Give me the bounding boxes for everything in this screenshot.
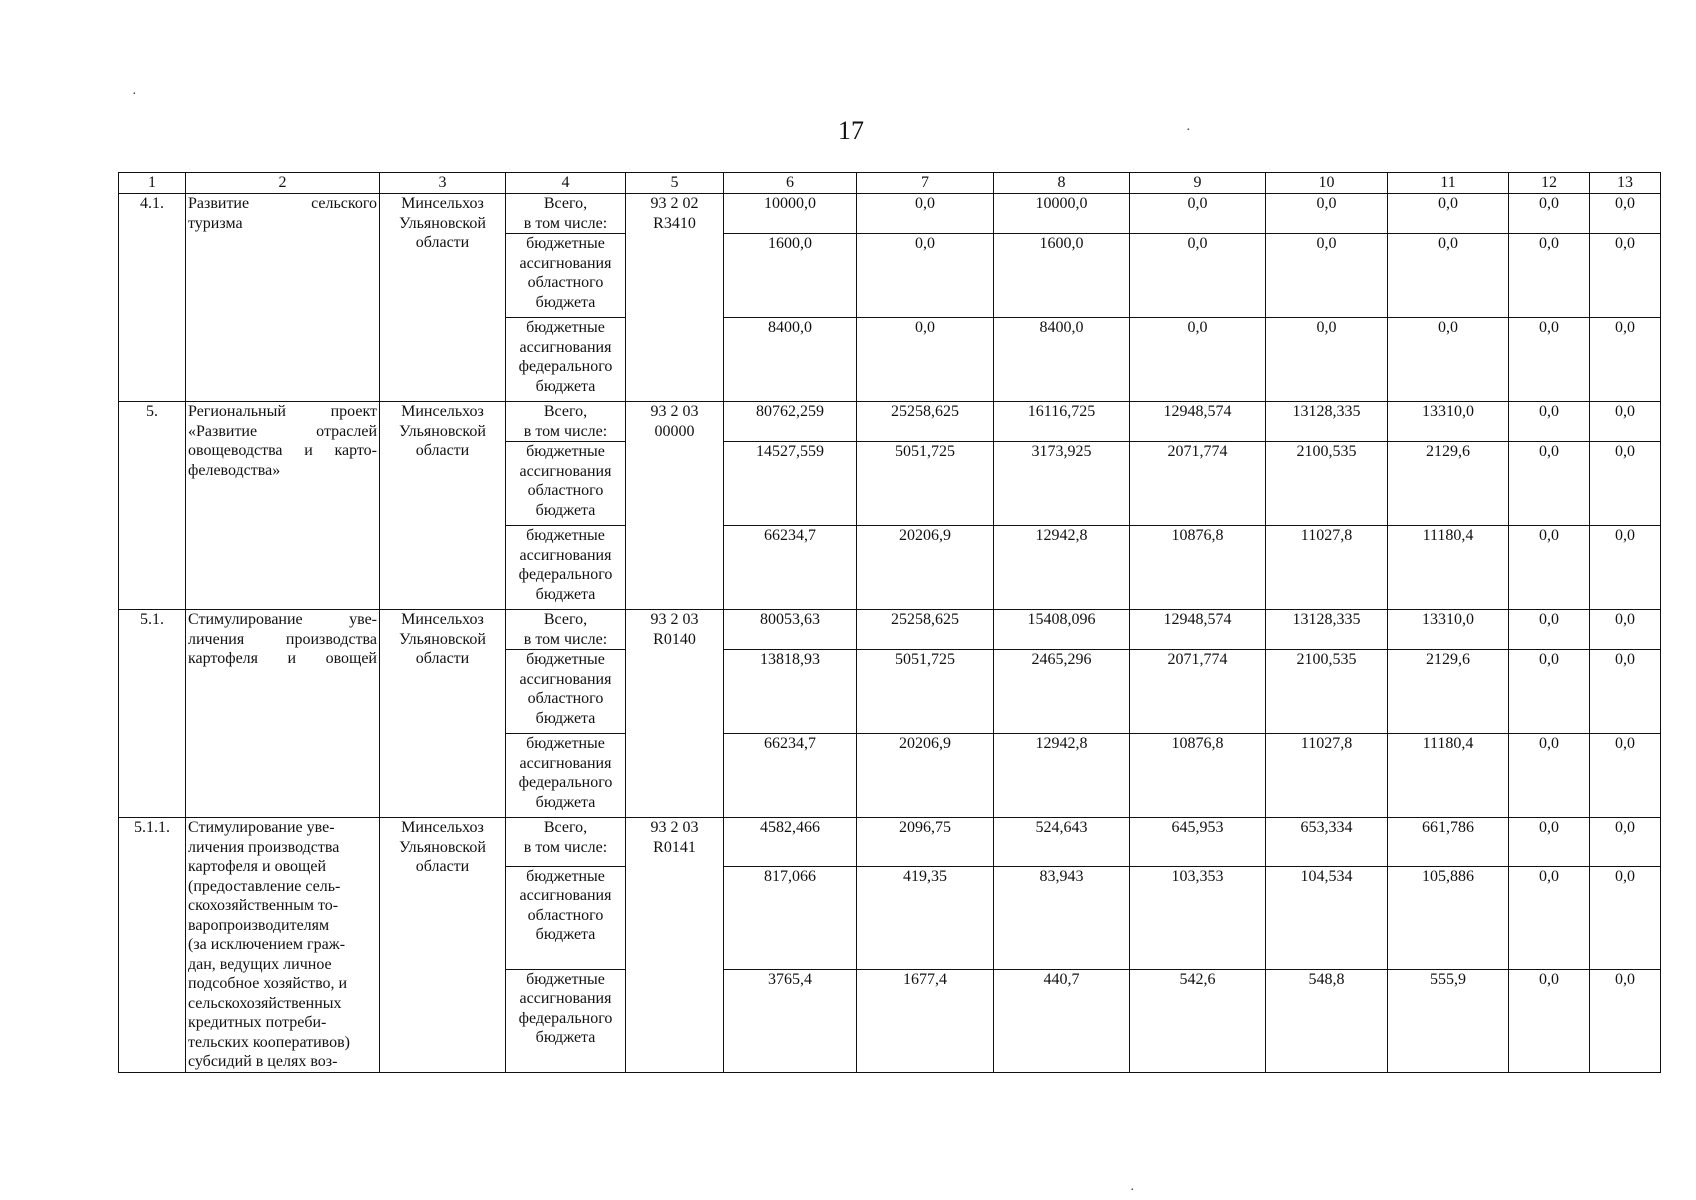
funding-source-label: Всего, в том числе:: [506, 818, 626, 867]
amount-cell: 0,0: [1590, 402, 1661, 442]
amount-cell: 66234,7: [724, 734, 857, 818]
amount-cell: 13128,335: [1266, 610, 1388, 650]
amount-cell: 20206,9: [857, 734, 994, 818]
amount-cell: 542,6: [1130, 969, 1266, 1072]
amount-cell: 0,0: [1590, 194, 1661, 234]
funding-source-label: Всего, в том числе:: [506, 402, 626, 442]
amount-cell: 13310,0: [1388, 610, 1509, 650]
amount-cell: 8400,0: [994, 318, 1130, 402]
amount-cell: 12942,8: [994, 526, 1130, 610]
amount-cell: 11027,8: [1266, 734, 1388, 818]
amount-cell: 13128,335: [1266, 402, 1388, 442]
amount-cell: 2071,774: [1130, 650, 1266, 734]
funding-source-label: Всего, в том числе:: [506, 610, 626, 650]
amount-cell: 0,0: [1509, 650, 1590, 734]
table-row: [119, 610, 1661, 650]
amount-cell: 25258,625: [857, 402, 994, 442]
amount-cell: 11180,4: [1388, 526, 1509, 610]
amount-cell: 2465,296: [994, 650, 1130, 734]
amount-cell: 15408,096: [994, 610, 1130, 650]
amount-cell: 1600,0: [724, 234, 857, 318]
amount-cell: 4582,466: [724, 818, 857, 867]
amount-cell: 12948,574: [1130, 610, 1266, 650]
amount-cell: 16116,725: [994, 402, 1130, 442]
amount-cell: 0,0: [1266, 318, 1388, 402]
amount-cell: 0,0: [1266, 234, 1388, 318]
page-number: 17: [838, 116, 864, 145]
amount-cell: 10000,0: [724, 194, 857, 234]
item-number: 5.: [119, 402, 186, 610]
amount-cell: 817,066: [724, 866, 857, 969]
amount-cell: 0,0: [1509, 442, 1590, 526]
amount-cell: 0,0: [857, 234, 994, 318]
amount-cell: 3173,925: [994, 442, 1130, 526]
amount-cell: 80762,259: [724, 402, 857, 442]
column-number: 12: [1509, 173, 1590, 194]
amount-cell: 11027,8: [1266, 526, 1388, 610]
amount-cell: 5051,725: [857, 650, 994, 734]
amount-cell: 0,0: [1590, 866, 1661, 969]
budget-code: 93 2 03 R0141: [626, 818, 724, 1073]
amount-cell: 645,953: [1130, 818, 1266, 867]
scan-speck: ·: [1186, 123, 1191, 138]
funding-source-label: бюджетные ассигнования федерального бюджета: [506, 526, 626, 610]
amount-cell: 0,0: [1509, 866, 1590, 969]
table-row: [119, 818, 1661, 867]
amount-cell: 0,0: [1130, 194, 1266, 234]
amount-cell: 11180,4: [1388, 734, 1509, 818]
amount-cell: 524,643: [994, 818, 1130, 867]
column-number: 3: [380, 173, 506, 194]
amount-cell: 0,0: [1590, 442, 1661, 526]
item-name: Региональный проект «Развитие отраслей овощеводства и карто- фелеводства»: [186, 402, 380, 610]
scan-speck: ·: [1130, 1183, 1135, 1198]
amount-cell: 2071,774: [1130, 442, 1266, 526]
amount-cell: 0,0: [1388, 234, 1509, 318]
amount-cell: 0,0: [1590, 318, 1661, 402]
funding-source-label: бюджетные ассигнования федерального бюджета: [506, 318, 626, 402]
funding-source-label: бюджетные ассигнования областного бюджета: [506, 866, 626, 969]
column-number: 6: [724, 173, 857, 194]
amount-cell: 10000,0: [994, 194, 1130, 234]
responsible-agency: Минсельхоз Ульяновской области: [380, 818, 506, 1073]
column-number: 1: [119, 173, 186, 194]
amount-cell: 2096,75: [857, 818, 994, 867]
amount-cell: 0,0: [1590, 526, 1661, 610]
amount-cell: 0,0: [1509, 610, 1590, 650]
column-number: 5: [626, 173, 724, 194]
amount-cell: 0,0: [1509, 318, 1590, 402]
column-number-row: [119, 173, 1661, 194]
funding-source-label: бюджетные ассигнования областного бюджета: [506, 650, 626, 734]
amount-cell: 0,0: [1590, 734, 1661, 818]
amount-cell: 2100,535: [1266, 650, 1388, 734]
item-number: 5.1.1.: [119, 818, 186, 1073]
item-name: Стимулирование уве- личения производства картофеля и овощей: [186, 610, 380, 818]
amount-cell: 0,0: [1590, 650, 1661, 734]
column-number: 4: [506, 173, 626, 194]
amount-cell: 66234,7: [724, 526, 857, 610]
amount-cell: 20206,9: [857, 526, 994, 610]
amount-cell: 0,0: [1590, 818, 1661, 867]
amount-cell: 0,0: [1388, 194, 1509, 234]
amount-cell: 14527,559: [724, 442, 857, 526]
amount-cell: 2129,6: [1388, 650, 1509, 734]
table-row: [119, 402, 1661, 442]
table-row: [119, 194, 1661, 234]
item-name: Развитие сельского туризма: [186, 194, 380, 402]
amount-cell: 12948,574: [1130, 402, 1266, 442]
item-number: 5.1.: [119, 610, 186, 818]
amount-cell: 1600,0: [994, 234, 1130, 318]
amount-cell: 0,0: [1590, 234, 1661, 318]
responsible-agency: Минсельхоз Ульяновской области: [380, 194, 506, 402]
amount-cell: 80053,63: [724, 610, 857, 650]
amount-cell: 0,0: [1509, 734, 1590, 818]
budget-code: 93 2 03 00000: [626, 402, 724, 610]
budget-table: [118, 172, 1661, 1073]
column-number: 10: [1266, 173, 1388, 194]
budget-code: 93 2 03 R0140: [626, 610, 724, 818]
funding-source-label: Всего, в том числе:: [506, 194, 626, 234]
amount-cell: 548,8: [1266, 969, 1388, 1072]
column-number: 11: [1388, 173, 1509, 194]
budget-code: 93 2 02 R3410: [626, 194, 724, 402]
column-number: 13: [1590, 173, 1661, 194]
amount-cell: 661,786: [1388, 818, 1509, 867]
amount-cell: 13310,0: [1388, 402, 1509, 442]
amount-cell: 25258,625: [857, 610, 994, 650]
funding-source-label: бюджетные ассигнования федерального бюджета: [506, 969, 626, 1072]
amount-cell: 0,0: [1130, 318, 1266, 402]
amount-cell: 2129,6: [1388, 442, 1509, 526]
amount-cell: 0,0: [1509, 194, 1590, 234]
amount-cell: 104,534: [1266, 866, 1388, 969]
amount-cell: 0,0: [1509, 818, 1590, 867]
responsible-agency: Минсельхоз Ульяновской области: [380, 610, 506, 818]
amount-cell: 83,943: [994, 866, 1130, 969]
amount-cell: 10876,8: [1130, 526, 1266, 610]
column-number: 7: [857, 173, 994, 194]
amount-cell: 8400,0: [724, 318, 857, 402]
amount-cell: 10876,8: [1130, 734, 1266, 818]
item-name: Стимулирование уве- личения производства картофеля и овощей (предоставление сель- скохозяйственным то- варопроизводителям (за исключением граж- дан, ведущих личное подсобное хозяйство, и сельскохозяйственных кредитных потреби- тельских кооперативов) субсидий в целях воз-: [186, 818, 380, 1073]
scan-speck: ·: [132, 87, 137, 102]
amount-cell: 440,7: [994, 969, 1130, 1072]
amount-cell: 105,886: [1388, 866, 1509, 969]
column-number: 2: [186, 173, 380, 194]
amount-cell: 1677,4: [857, 969, 994, 1072]
amount-cell: 419,35: [857, 866, 994, 969]
amount-cell: 0,0: [1590, 610, 1661, 650]
amount-cell: 0,0: [857, 194, 994, 234]
amount-cell: 0,0: [1388, 318, 1509, 402]
amount-cell: 12942,8: [994, 734, 1130, 818]
amount-cell: 2100,535: [1266, 442, 1388, 526]
amount-cell: 0,0: [1590, 969, 1661, 1072]
column-number: 9: [1130, 173, 1266, 194]
responsible-agency: Минсельхоз Ульяновской области: [380, 402, 506, 610]
funding-source-label: бюджетные ассигнования областного бюджета: [506, 442, 626, 526]
funding-source-label: бюджетные ассигнования областного бюджета: [506, 234, 626, 318]
amount-cell: 0,0: [1266, 194, 1388, 234]
amount-cell: 103,353: [1130, 866, 1266, 969]
item-number: 4.1.: [119, 194, 186, 402]
amount-cell: 555,9: [1388, 969, 1509, 1072]
amount-cell: 0,0: [1509, 234, 1590, 318]
amount-cell: 3765,4: [724, 969, 857, 1072]
column-number: 8: [994, 173, 1130, 194]
amount-cell: 5051,725: [857, 442, 994, 526]
amount-cell: 13818,93: [724, 650, 857, 734]
amount-cell: 0,0: [1130, 234, 1266, 318]
funding-source-label: бюджетные ассигнования федерального бюджета: [506, 734, 626, 818]
amount-cell: 0,0: [1509, 969, 1590, 1072]
amount-cell: 0,0: [1509, 526, 1590, 610]
amount-cell: 0,0: [857, 318, 994, 402]
amount-cell: 0,0: [1509, 402, 1590, 442]
amount-cell: 653,334: [1266, 818, 1388, 867]
